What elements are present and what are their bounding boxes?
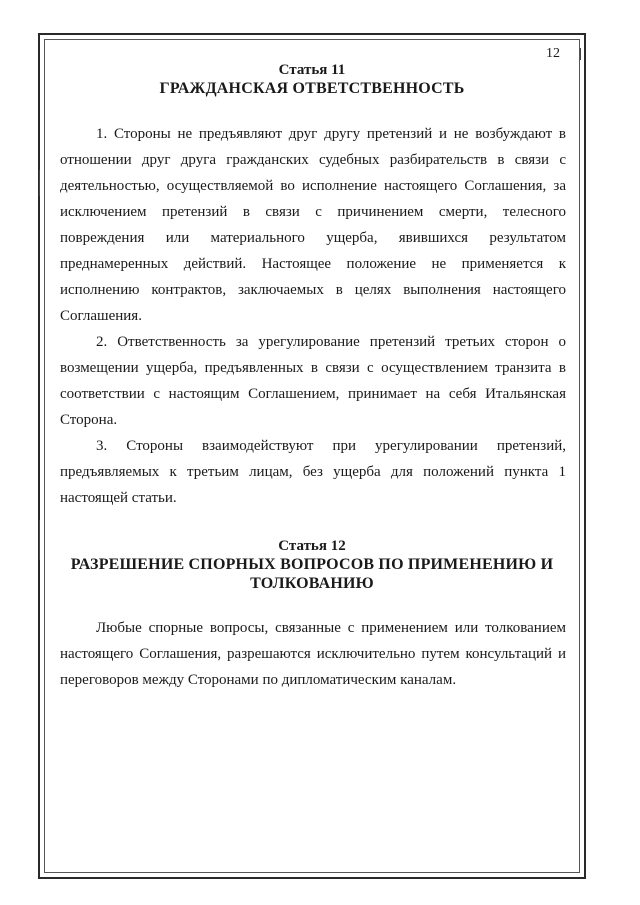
article-11-line: соответствии с настоящим Соглашением, принимает на себя Итальянская [60,386,566,402]
article-11-line: 2. Ответственность за урегулирование претензий третьих сторон о [96,334,566,350]
article-11-line: 1. Стороны не предъявляют друг другу претензий и не возбуждают в [96,126,566,142]
page-number: 12 [546,46,560,61]
article-11-line: исполнению контрактов, заключаемых в целях выполнения настоящего [60,282,566,298]
scan-mark [39,520,40,560]
article-12-line: переговоров между Сторонами по дипломатическим каналам. [60,672,457,688]
article-11-line: возмещении ущерба, предъявленных в связи с осуществлением транзита в [60,360,566,376]
scan-mark [580,48,581,60]
article-12-title-line2: ТОЛКОВАНИЮ [250,575,374,592]
article-12-title-line1: РАЗРЕШЕНИЕ СПОРНЫХ ВОПРОСОВ ПО ПРИМЕНЕНИЮ И [70,556,554,573]
article-12-line: Любые спорные вопросы, связанные с применением или толкованием [96,620,566,636]
article-11-line: преднамеренных действий. Настоящее положение не применяется к [60,256,566,272]
article-11-line: 3. Стороны взаимодействуют при урегулировании претензий, [96,438,566,454]
article-11-line: повреждения или материального ущерба, явившихся результатом [60,230,566,246]
article-12-number: Статья 12 [278,538,346,554]
article-11-line: исключением претензий в связи с причинением смерти, телесного [60,204,566,220]
article-11-title: ГРАЖДАНСКАЯ ОТВЕТСТВЕННОСТЬ [159,80,465,97]
article-11-number: Статья 11 [278,62,346,78]
article-12-line: настоящего Соглашения, разрешаются исключительно путем консультаций и [60,646,566,662]
scan-mark [39,170,40,196]
article-11-line: деятельностью, осуществляемой во исполнение настоящего Соглашения, за [60,178,566,194]
article-11-line: предъявляемых к третьим лицам, без ущерба для положений пункта 1 [60,464,566,480]
article-11-line: Сторона. [60,412,118,428]
article-11-line: настоящей статьи. [60,490,177,506]
article-11-line: отношении друг друга гражданских судебных разбирательств в связи с [60,152,566,168]
article-11-line: Соглашения. [60,308,142,324]
